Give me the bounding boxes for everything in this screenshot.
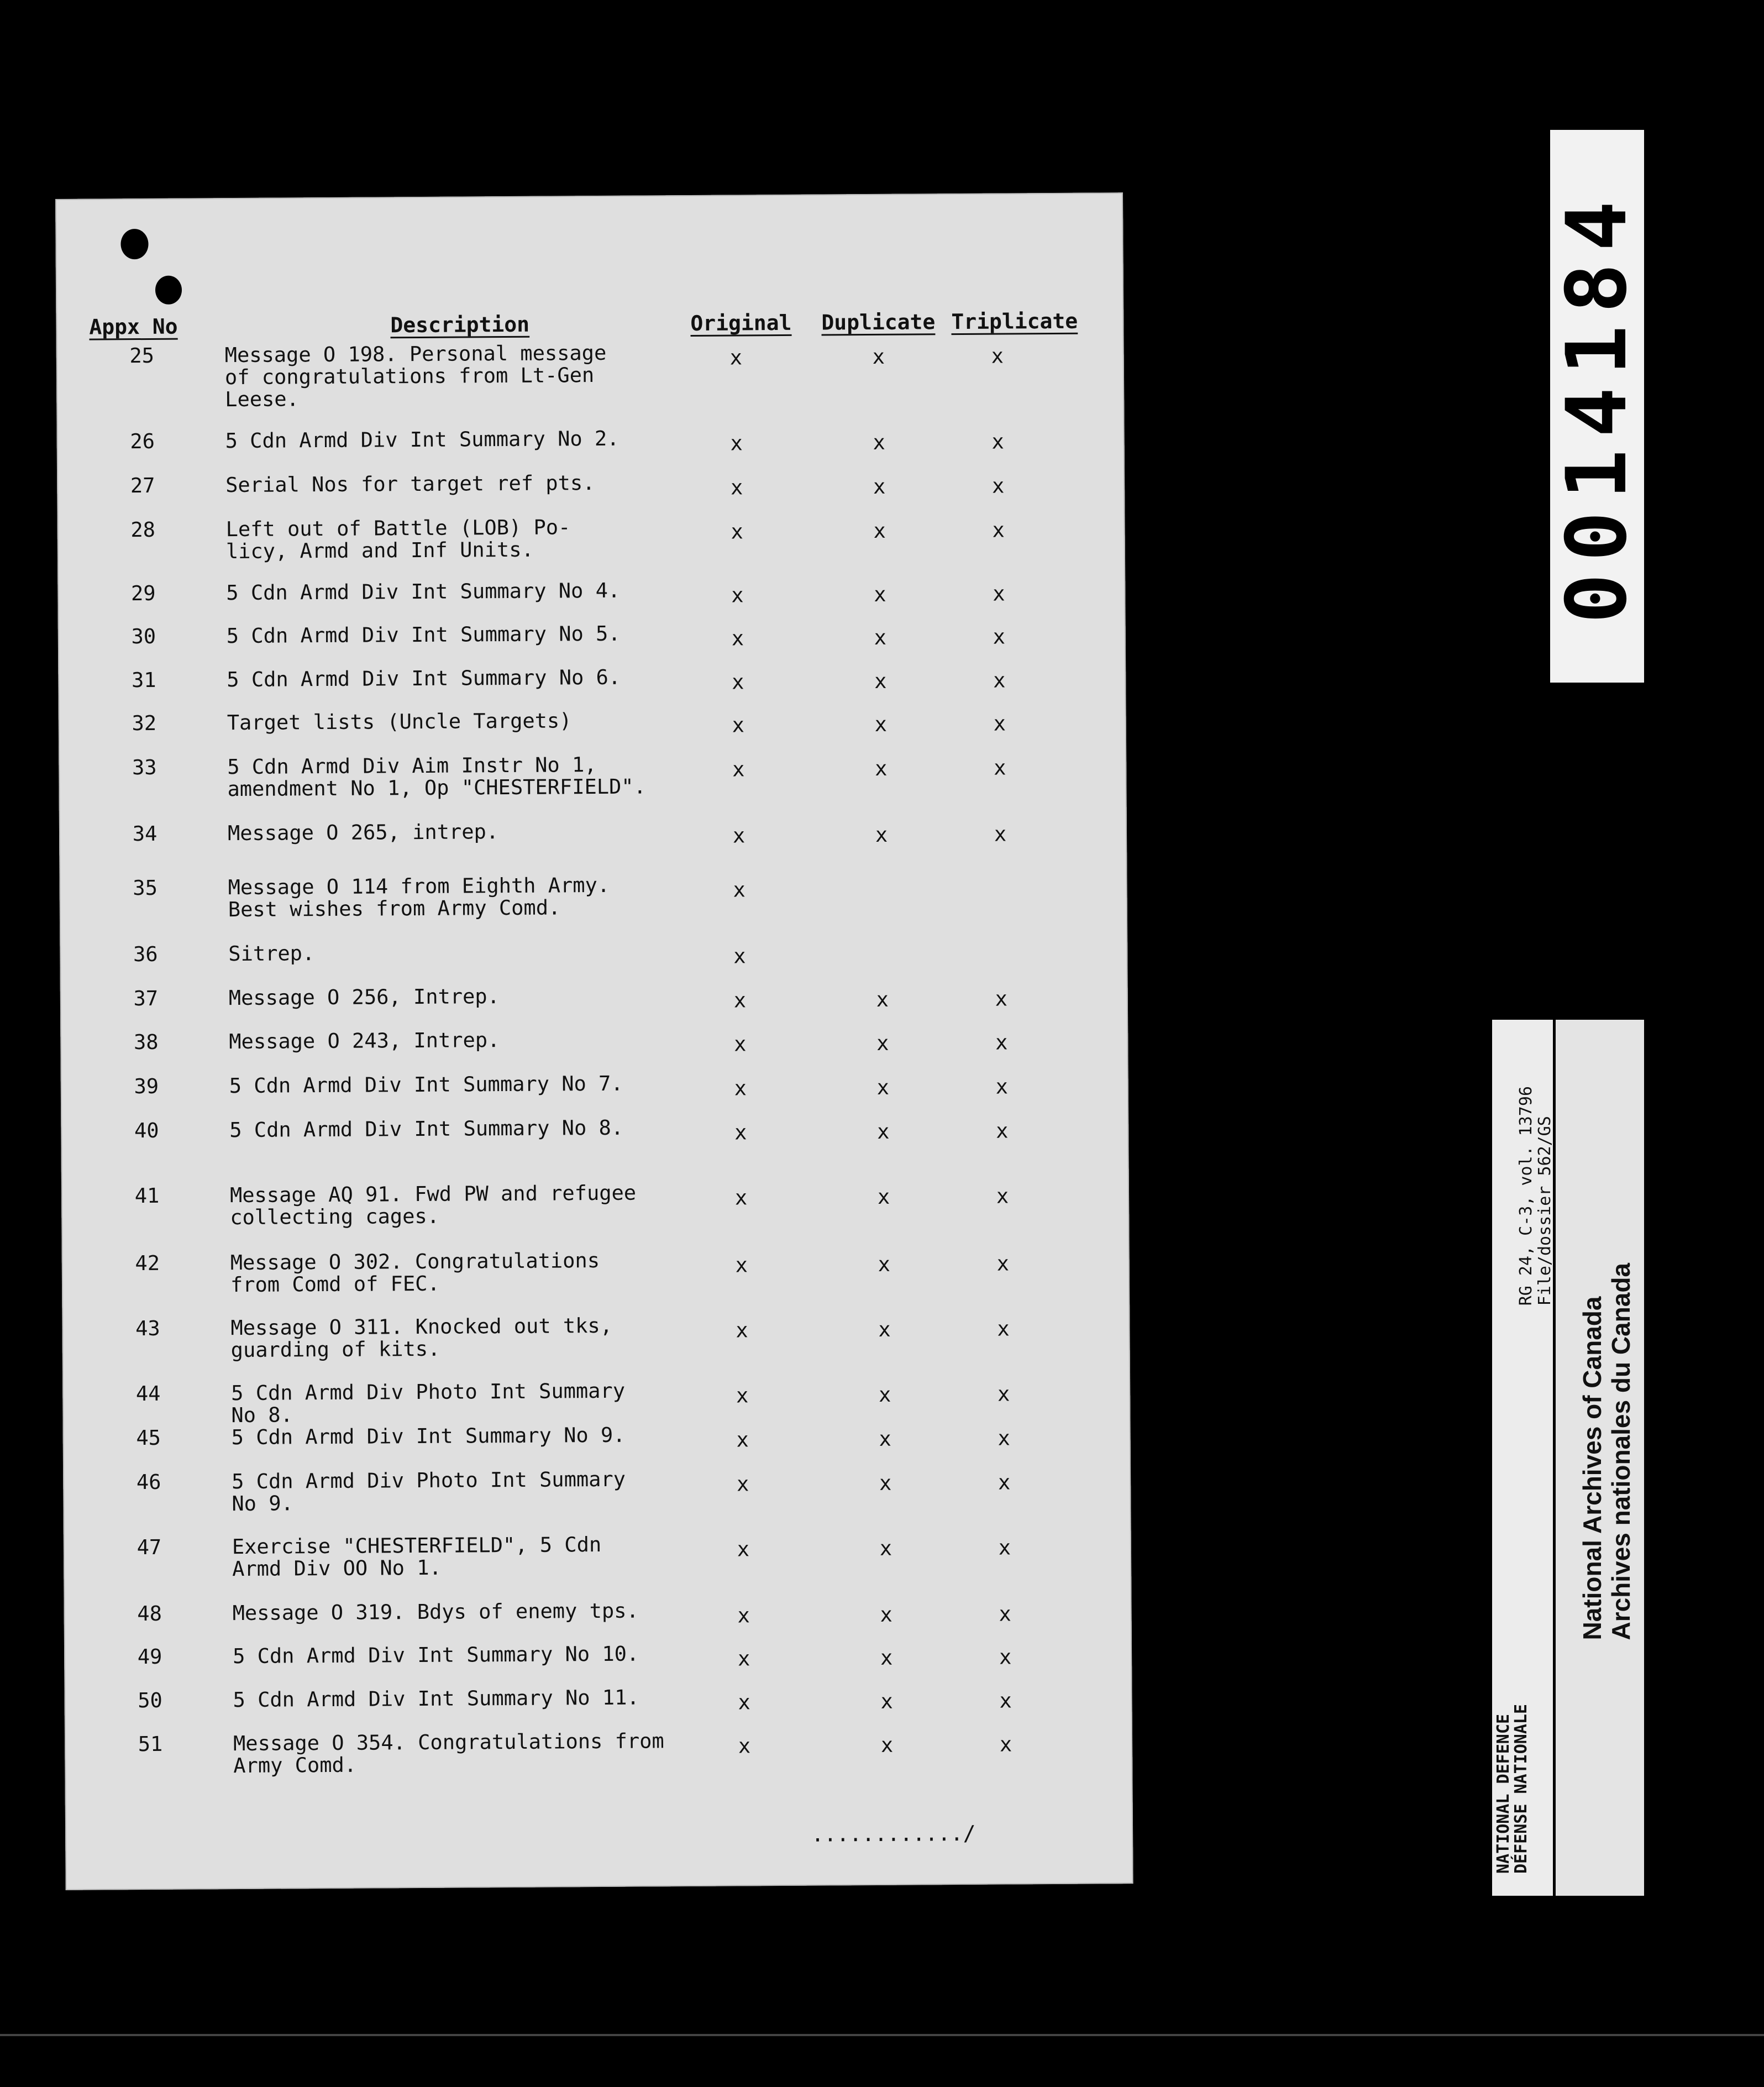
duplicate-mark: x [875, 822, 888, 847]
frame-number-strip [1550, 130, 1644, 683]
triplicate-mark: x [994, 822, 1007, 846]
duplicate-mark: x [878, 1382, 891, 1407]
original-mark: x [730, 475, 743, 500]
duplicate-mark: x [876, 987, 889, 1011]
description-text: Message O 302. Congratulations from Comd of FEC. [230, 1249, 600, 1297]
triplicate-mark: x [991, 474, 1005, 498]
description-text: 5 Cdn Armd Div Int Summary No 4. [226, 578, 621, 605]
header-description: Description [390, 312, 530, 338]
original-mark: x [733, 878, 746, 902]
duplicate-mark: x [873, 430, 885, 454]
description-text: 5 Cdn Armd Div Int Summary No 5. [226, 621, 621, 648]
original-mark: x [729, 345, 743, 370]
header-triplicate: Triplicate [951, 308, 1078, 334]
reference-line-1: RG 24, C-3, vol. 13796 [1516, 1086, 1536, 1306]
description-text: Message O 319. Bdys of enemy tps. [232, 1598, 639, 1625]
appx-number: 51 [138, 1732, 163, 1756]
original-mark: x [736, 1318, 748, 1343]
original-mark: x [734, 1032, 747, 1056]
description-text: Message O 354. Congratulations from Army Comd. [233, 1729, 664, 1778]
table-row [62, 1246, 1130, 1308]
table-row [59, 817, 1127, 879]
appx-number: 45 [136, 1425, 161, 1450]
table-row [65, 1727, 1133, 1789]
appx-number: 34 [132, 821, 158, 846]
table-row [60, 871, 1128, 933]
archives-name-card [1556, 1020, 1644, 1896]
triplicate-mark: x [993, 668, 1006, 693]
table-row [64, 1530, 1132, 1592]
description-text: Message O 265, intrep. [227, 820, 499, 846]
original-mark: x [736, 1383, 749, 1408]
archive-reference-card [1492, 1020, 1553, 1896]
original-mark: x [736, 1428, 749, 1452]
triplicate-mark: x [994, 756, 1006, 780]
duplicate-mark: x [880, 1645, 893, 1670]
table-row [61, 1179, 1130, 1241]
triplicate-mark: x [995, 987, 1008, 1011]
duplicate-mark: x [878, 1252, 891, 1276]
archives-en: National Archives of Canada [1578, 1296, 1607, 1640]
original-mark: x [731, 626, 744, 651]
triplicate-mark: x [997, 1382, 1010, 1406]
triplicate-mark: x [992, 518, 1005, 542]
triplicate-mark: x [999, 1602, 1011, 1626]
appx-number: 41 [134, 1183, 160, 1208]
triplicate-mark: x [993, 625, 1006, 649]
duplicate-mark: x [878, 1317, 891, 1341]
description-text: Exercise "CHESTERFIELD", 5 Cdn Armd Div OO No 1. [232, 1533, 602, 1581]
original-mark: x [738, 1734, 751, 1758]
description-text: Message O 243, Intrep. [229, 1028, 500, 1054]
duplicate-mark: x [875, 756, 888, 780]
duplicate-mark: x [880, 1733, 894, 1757]
appx-number: 33 [132, 755, 157, 780]
archive-reference [1517, 1086, 1555, 1305]
punch-hole [155, 276, 182, 305]
film-edge-line [0, 2034, 1764, 2036]
description-text: Message O 198. Personal message of congratulations from Lt-Gen Leese. [224, 340, 607, 412]
appx-number: 47 [136, 1535, 162, 1560]
original-mark: x [733, 944, 746, 968]
original-mark: x [734, 1120, 747, 1145]
original-mark: x [734, 1076, 747, 1100]
table-row [57, 513, 1126, 575]
description-text: 5 Cdn Armd Div Int Summary No 10. [232, 1642, 639, 1669]
appx-number: 44 [135, 1381, 161, 1406]
original-mark: x [731, 583, 744, 607]
duplicate-mark: x [877, 1184, 890, 1209]
appx-number: 32 [132, 711, 157, 736]
duplicate-mark: x [879, 1536, 893, 1560]
duplicate-mark: x [874, 625, 887, 649]
original-mark: x [736, 1472, 749, 1496]
description-text: Message O 256, Intrep. [228, 984, 500, 1010]
table-row [56, 339, 1125, 412]
original-mark: x [733, 988, 747, 1013]
triplicate-mark: x [993, 581, 1005, 606]
triplicate-mark: x [993, 711, 1006, 736]
triplicate-mark: x [999, 1689, 1012, 1713]
duplicate-mark: x [879, 1471, 892, 1495]
appx-number: 31 [131, 668, 156, 693]
appx-number: 39 [134, 1074, 159, 1099]
duplicate-mark: x [879, 1427, 892, 1451]
appx-number: 30 [131, 624, 156, 649]
duplicate-mark: x [874, 712, 888, 736]
triplicate-mark: x [998, 1535, 1011, 1560]
triplicate-mark: x [995, 1030, 1008, 1055]
original-mark: x [732, 757, 745, 782]
description-text: 5 Cdn Armd Div Int Summary No 9. [231, 1423, 626, 1450]
duplicate-mark: x [880, 1689, 893, 1713]
description-text: Left out of Battle (LOB) Po- licy, Armd and Inf Units. [225, 515, 571, 564]
appx-number: 38 [133, 1030, 159, 1055]
appx-number: 43 [135, 1316, 160, 1341]
archives-name [1578, 1263, 1635, 1640]
duplicate-mark: x [872, 344, 885, 369]
duplicate-mark: x [877, 1119, 890, 1144]
duplicate-mark: x [874, 669, 887, 693]
description-text: Message O 114 from Eighth Army. Best wishes from Army Comd. [228, 873, 610, 922]
appx-number: 50 [138, 1688, 163, 1713]
description-text: 5 Cdn Armd Div Int Summary No 11. [233, 1685, 639, 1712]
department-name [1495, 1704, 1530, 1874]
description-text: Target lists (Uncle Targets) [227, 709, 572, 735]
original-mark: x [735, 1253, 748, 1277]
appx-number: 26 [130, 429, 155, 454]
appx-number: 29 [130, 581, 156, 606]
triplicate-mark: x [996, 1251, 1010, 1276]
table-row [61, 1114, 1129, 1176]
document-page [55, 192, 1133, 1890]
appx-number: 25 [129, 343, 155, 368]
triplicate-mark: x [996, 1184, 1009, 1208]
duplicate-mark: x [880, 1602, 893, 1627]
duplicate-mark: x [874, 582, 886, 606]
original-mark: x [732, 824, 746, 848]
original-mark: x [738, 1690, 750, 1714]
appx-number: 49 [137, 1644, 162, 1669]
table-row [63, 1465, 1131, 1527]
triplicate-mark: x [996, 1119, 1009, 1143]
original-mark: x [732, 713, 745, 737]
description-text: Message O 311. Knocked out tks, guarding of kits. [230, 1313, 613, 1362]
triplicate-mark: x [991, 344, 1004, 368]
description-text: 5 Cdn Armd Div Int Summary No 8. [229, 1115, 624, 1142]
original-mark: x [737, 1646, 750, 1671]
duplicate-mark: x [873, 518, 886, 543]
department-fr: DÉFENSE NATIONALE [1511, 1703, 1531, 1874]
continuation-mark: ............/ [811, 1821, 976, 1847]
reference-line-2: File/dossier 562/GS [1535, 1116, 1555, 1306]
triplicate-mark: x [999, 1645, 1012, 1669]
appx-number: 42 [135, 1251, 160, 1276]
table-row [59, 751, 1127, 812]
original-mark: x [731, 520, 743, 544]
appx-number: 48 [137, 1601, 162, 1626]
table-row [62, 1312, 1130, 1373]
header-original: Original [690, 310, 792, 335]
original-mark: x [734, 1186, 748, 1210]
description-text: 5 Cdn Armd Div Photo Int Summary No 9. [232, 1467, 626, 1516]
appx-number: 27 [130, 473, 155, 498]
triplicate-mark: x [995, 1074, 1009, 1099]
description-text: Message AQ 91. Fwd PW and refugee collecting cages. [229, 1181, 637, 1230]
punch-hole [120, 229, 148, 259]
duplicate-mark: x [873, 474, 886, 499]
appx-number: 46 [136, 1470, 161, 1495]
department-en: NATIONAL DEFENCE [1494, 1714, 1513, 1874]
triplicate-mark: x [991, 429, 1004, 454]
description-text: Sitrep. [228, 941, 315, 966]
description-text: 5 Cdn Armd Div Int Summary No 6. [227, 665, 621, 692]
duplicate-mark: x [876, 1075, 890, 1099]
header-duplicate: Duplicate [821, 310, 936, 335]
description-text: 5 Cdn Armd Div Int Summary No 2. [225, 426, 620, 453]
duplicate-mark: x [876, 1031, 889, 1055]
appx-number: 36 [133, 942, 158, 967]
original-mark: x [737, 1603, 750, 1628]
appx-number: 35 [133, 875, 158, 900]
triplicate-mark: x [998, 1470, 1011, 1495]
header-appx-no: Appx No [89, 314, 178, 339]
original-mark: x [732, 670, 744, 694]
original-mark: x [730, 431, 743, 455]
description-text: 5 Cdn Armd Div Int Summary No 7. [229, 1071, 623, 1098]
appx-number: 28 [130, 517, 156, 542]
description-text: Serial Nos for target ref pts. [225, 471, 595, 497]
frame-number: 0014184 [1549, 188, 1645, 624]
description-text: 5 Cdn Armd Div Photo Int Summary No 8. [231, 1378, 626, 1428]
original-mark: x [737, 1537, 750, 1561]
archives-fr: Archives nationales du Canada [1607, 1263, 1635, 1640]
description-text: 5 Cdn Armd Div Aim Instr No 1, amendment No 1, Op "CHESTERFIELD". [227, 753, 647, 801]
triplicate-mark: x [999, 1732, 1012, 1756]
triplicate-mark: x [997, 1317, 1010, 1341]
triplicate-mark: x [998, 1426, 1010, 1450]
appx-number: 40 [134, 1118, 159, 1143]
appx-number: 37 [133, 986, 159, 1011]
